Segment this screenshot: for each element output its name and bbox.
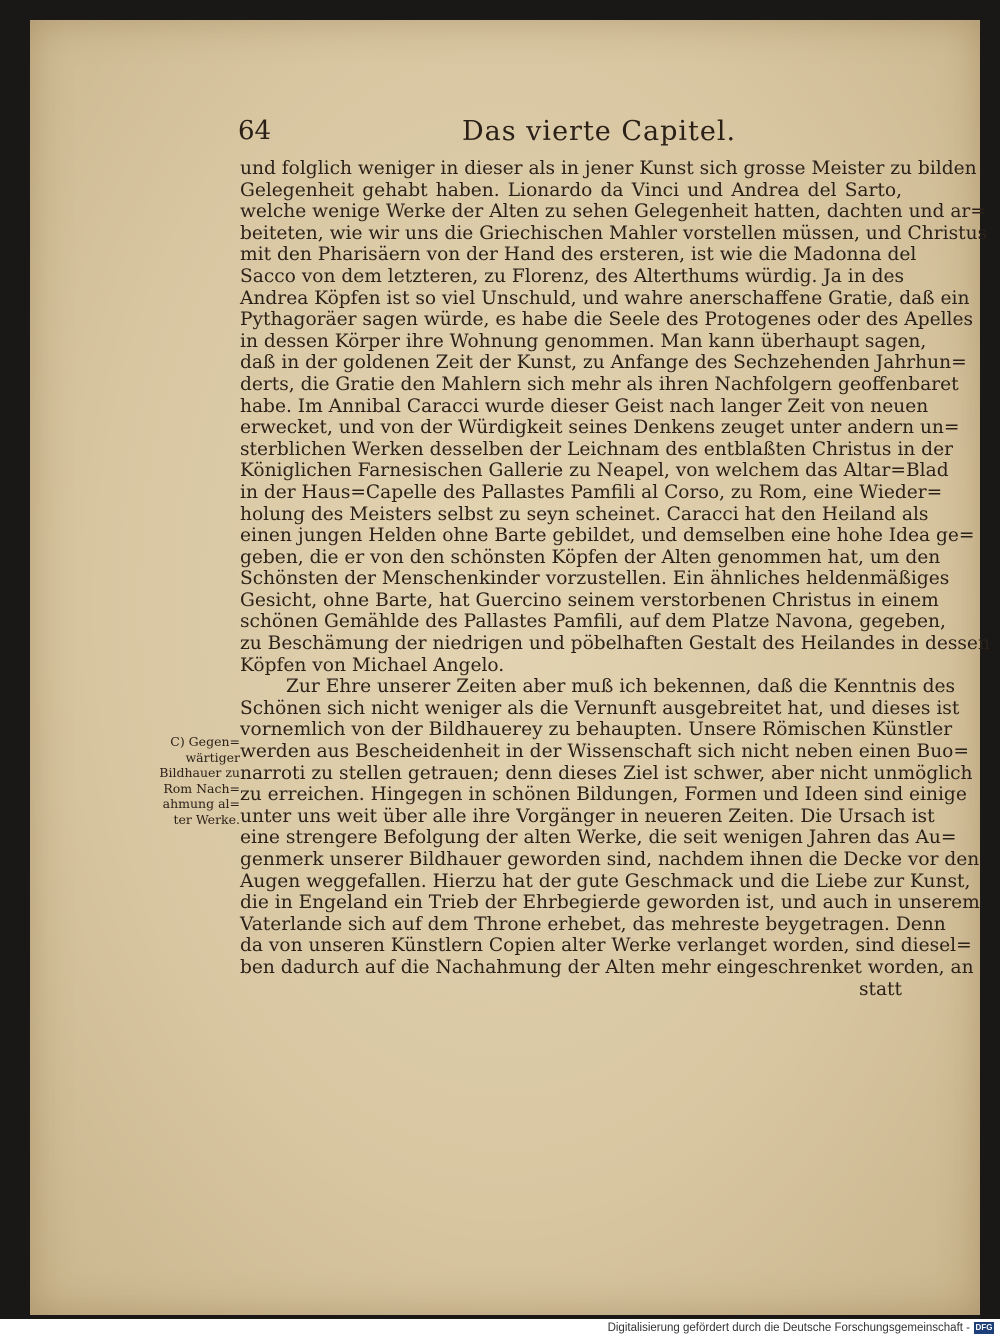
dfg-logo: DFG — [975, 1323, 993, 1332]
text-line: die in Engeland ein Trieb der Ehrbegierde geworden ist, und auch in unserem — [240, 892, 980, 914]
text-line: Sacco von dem letzteren, zu Florenz, des Alterthums würdig. Ja in des — [240, 265, 905, 287]
funding-notice: Digitalisierung gefördert durch die Deutsche Forschungsgemeinschaft - — [607, 1322, 970, 1334]
margin-note-line: Bildhauer zu — [159, 765, 240, 780]
text-line: ben dadurch auf die Nachahmung der Alten mehr eingeschrenket worden, an — [240, 956, 974, 978]
text-line: Pythagoräer sagen würde, es habe die Seele des Protogenes oder des Apelles — [240, 309, 974, 331]
text-line: habe. Im Annibal Caracci wurde dieser Geist nach langer Zeit von neuen — [240, 395, 929, 417]
running-head: Das vierte Capitel. — [462, 116, 737, 147]
margin-note-line: Rom Nach= — [163, 780, 240, 796]
margin-note-line: ahmung al= — [162, 796, 240, 811]
text-line: welche wenige Werke der Alten zu sehen Gelegenheit hatten, dachten und ar= — [240, 201, 986, 223]
text-line: Andrea Köpfen ist so viel Unschuld, und wahre anerschaffene Gratie, daß ein — [240, 287, 970, 309]
text-line: Vaterlande sich auf dem Throne erhebet, das mehreste beygetragen. Denn — [240, 913, 946, 935]
page-number: 64 — [238, 116, 272, 146]
text-line: derts, die Gratie den Mahlern sich mehr als ihren Nachfolgern geoffenbaret — [240, 373, 959, 395]
text-line: erwecket, und von der Würdigkeit seines Denkens zeuget unter andern un= — [240, 417, 960, 439]
text-line: unter uns weit über alle ihre Vorgänger in neueren Zeiten. Die Ursach ist — [240, 805, 935, 827]
text-line: Gesicht, ohne Barte, hat Guercino seinem verstorbenen Christus in einem — [240, 589, 939, 611]
margin-note-line: ter Werke. — [173, 811, 240, 827]
text-line: Augen weggefallen. Hierzu hat der gute Geschmack und die Liebe zur Kunst, — [240, 870, 971, 892]
text-line: genmerk unserer Bildhauer geworden sind, nachdem ihnen die Decke vor den — [240, 849, 980, 870]
text-line: Königlichen Farnesischen Gallerie zu Neapel, von welchem das Altar=Blad — [240, 460, 949, 482]
text-line: geben, die er von den schönsten Köpfen der Alten genommen hat, um den — [240, 546, 941, 568]
text-line: einen jungen Helden ohne Barte gebildet, und demselben eine hohe Idea ge= — [240, 525, 975, 547]
text-line: eine strengere Befolgung der alten Werke, die seit wenigen Jahren das Au= — [240, 827, 957, 849]
body-text — [240, 158, 990, 1000]
catchword: statt — [858, 978, 902, 1000]
margin-note-line: C) Gegen= — [170, 734, 240, 749]
text-line: da von unseren Künstlern Copien alter Werke verlanget worden, sind diesel= — [240, 935, 972, 957]
margin-note-line: wärtiger — [185, 749, 240, 765]
margin-note — [140, 734, 240, 827]
text-line: zu erreichen. Hingegen in schönen Bildungen, Formen und Ideen sind einige — [240, 784, 967, 806]
text-line: narroti zu stellen getrauen; denn dieses Ziel ist schwer, aber nicht unmöglich — [240, 762, 973, 784]
text-line: und folglich weniger in dieser als in jener Kunst sich grosse Meister zu bilden — [240, 158, 977, 179]
text-line: daß in der goldenen Zeit der Kunst, zu Anfange des Sechzehenden Jahrhun= — [240, 352, 967, 374]
text-line: sterblichen Werken desselben der Leichnam des entblaßten Christus in der — [240, 438, 953, 460]
text-line: zu Beschämung der niedrigen und pöbelhaften Gestalt des Heilandes in dessen — [240, 633, 990, 655]
text-line: vornemlich von der Bildhauerey zu behaupten. Unsere Römischen Künstler — [240, 719, 953, 741]
text-line: beiteten, wie wir uns die Griechischen Mahler vorstellen müssen, und Christus — [240, 222, 988, 244]
text-line: werden aus Bescheidenheit in der Wissenschaft sich nicht neben einen Buo= — [240, 741, 969, 763]
text-line: Schönen sich nicht weniger als die Vernunft ausgebreitet hat, und dieses ist — [240, 697, 960, 719]
text-line: schönen Gemählde des Pallastes Pamfili, auf dem Platze Navona, gegeben, — [240, 611, 946, 633]
text-line: Zur Ehre unserer Zeiten aber muß ich bekennen, daß die Kenntnis des — [286, 676, 956, 698]
text-line: mit den Pharisäern von der Hand des ersteren, ist wie die Madonna del — [240, 244, 917, 266]
text-line: in der Haus=Capelle des Pallastes Pamfili al Corso, zu Rom, eine Wieder= — [240, 481, 943, 503]
text-line: Köpfen von Michael Angelo. — [240, 654, 505, 676]
text-line: holung des Meisters selbst zu seyn scheinet. Caracci hat den Heiland als — [240, 503, 929, 525]
text-line: Schönsten der Menschenkinder vorzustellen. Ein ähnliches heldenmäßiges — [240, 568, 950, 590]
text-line: in dessen Körper ihre Wohnung genommen. Man kann überhaupt sagen, — [240, 330, 927, 352]
text-line: Gelegenheit gehabt haben. Lionardo da Vinci und Andrea del Sarto, — [240, 179, 902, 201]
